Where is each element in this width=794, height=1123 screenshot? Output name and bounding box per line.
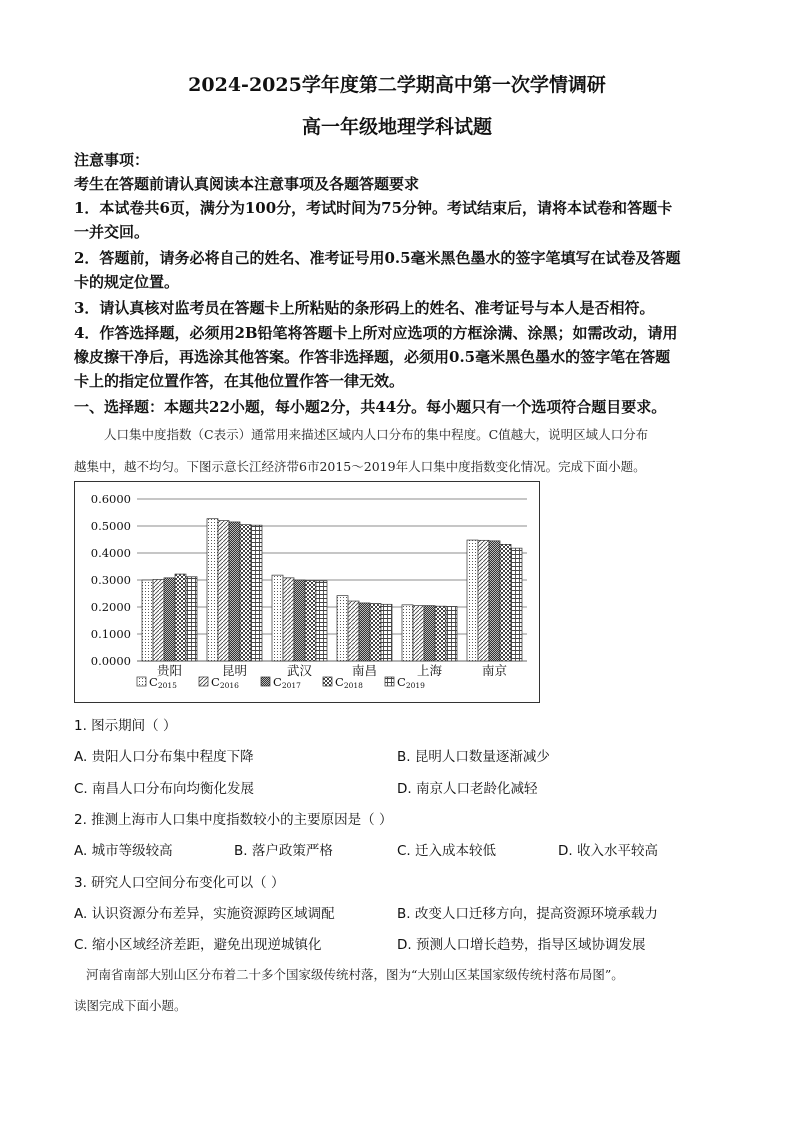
bar-C2018-南京 bbox=[500, 544, 511, 661]
question-3-option-b: B. 改变人口迁移方向，提高资源环境承载力 bbox=[397, 906, 658, 922]
bar-C2015-南京 bbox=[467, 540, 478, 661]
bar-C2019-上海 bbox=[446, 606, 457, 661]
bar-C2018-上海 bbox=[435, 606, 446, 661]
y-tick-label: 0.0000 bbox=[90, 654, 131, 668]
bar-C2016-昆明 bbox=[218, 521, 229, 661]
notice-item-1: 1．本试卷共6页，满分为100分，考试时间为75分钟。考试结束后，请将本试卷和答题卡 bbox=[74, 199, 673, 217]
bar-C2015-上海 bbox=[402, 605, 413, 661]
notice-item-1-cont: 一并交回。 bbox=[74, 223, 150, 241]
legend-swatch-C2017 bbox=[261, 677, 270, 686]
legend-label-C2016: C2016 bbox=[211, 675, 239, 690]
question-3-stem: 3. 研究人口空间分布变化可以（ ） bbox=[74, 875, 285, 891]
bar-C2016-贵阳 bbox=[153, 579, 164, 661]
question-2-option-a: A. 城市等级较高 bbox=[74, 843, 173, 859]
bar-C2019-南京 bbox=[511, 548, 522, 661]
bar-C2015-武汉 bbox=[272, 575, 283, 661]
question-3-option-c: C. 缩小区域经济差距，避免出现逆城镇化 bbox=[74, 937, 322, 953]
bar-C2016-南京 bbox=[478, 540, 489, 661]
bar-C2016-南昌 bbox=[348, 601, 359, 661]
bar-C2018-昆明 bbox=[240, 525, 251, 661]
bar-C2017-贵阳 bbox=[164, 578, 175, 661]
bar-C2016-上海 bbox=[413, 606, 424, 661]
exam-subtitle: 高一年级地理学科试题 bbox=[301, 116, 492, 138]
legend-label-C2017: C2017 bbox=[273, 675, 301, 690]
x-category-label: 贵阳 bbox=[156, 663, 183, 678]
notice-item-4-cont1: 橡皮擦干净后，再选涂其他答案。作答非选择题，必须用0.5毫米黑色墨水的签字笔在答题 bbox=[74, 348, 671, 366]
legend-swatch-C2015 bbox=[137, 677, 146, 686]
y-tick-label: 0.4000 bbox=[90, 546, 131, 560]
bar-C2018-武汉 bbox=[305, 581, 316, 661]
notice-item-4-cont2: 卡上的指定位置作答，在其他位置作答一律无效。 bbox=[74, 372, 405, 390]
question-2-option-c: C. 迁入成本较低 bbox=[397, 843, 497, 859]
bar-C2016-武汉 bbox=[283, 578, 294, 661]
bar-C2019-南昌 bbox=[381, 604, 392, 661]
bar-C2017-武汉 bbox=[294, 580, 305, 661]
x-category-label: 昆明 bbox=[221, 663, 248, 678]
question-2-option-d: D. 收入水平较高 bbox=[558, 843, 658, 859]
bar-C2019-昆明 bbox=[251, 525, 262, 661]
question-1-stem: 1. 图示期间（ ） bbox=[74, 718, 177, 734]
legend-swatch-C2018 bbox=[323, 677, 332, 686]
section-heading: 一、选择题：本题共22小题，每小题2分，共44分。每小题只有一个选项符合题目要求。 bbox=[74, 398, 667, 416]
bar-C2017-上海 bbox=[424, 606, 435, 661]
y-tick-label: 0.6000 bbox=[90, 492, 131, 506]
bar-C2015-贵阳 bbox=[142, 580, 153, 661]
bar-C2017-南京 bbox=[489, 541, 500, 661]
question-1-option-a: A. 贵阳人口分布集中程度下降 bbox=[74, 749, 254, 765]
question-3-option-a: A. 认识资源分布差异，实施资源跨区域调配 bbox=[74, 906, 335, 922]
notice-heading: 注意事项： bbox=[74, 151, 150, 169]
exam-title: 2024-2025学年度第二学期高中第一次学情调研 bbox=[188, 74, 606, 96]
chart-frame bbox=[74, 481, 540, 703]
x-category-label: 武汉 bbox=[286, 663, 313, 678]
notice-item-3: 3．请认真核对监考员在答题卡上所粘贴的条形码上的姓名、准考证号与本人是否相符。 bbox=[74, 299, 655, 317]
passage-2-line-2: 读图完成下面小题。 bbox=[74, 998, 187, 1013]
bar-C2018-贵阳 bbox=[175, 574, 186, 661]
bar-C2018-南昌 bbox=[370, 603, 381, 661]
y-tick-label: 0.5000 bbox=[90, 519, 131, 533]
passage-line-1: 人口集中度指数（C表示）通常用来描述区域内人口分布的集中程度。C值越大，说明区域人口分布 bbox=[104, 427, 649, 442]
y-tick-label: 0.3000 bbox=[90, 573, 131, 587]
question-2-stem: 2. 推测上海市人口集中度指数较小的主要原因是（ ） bbox=[74, 812, 393, 828]
question-1-option-b: B. 昆明人口数量逐渐减少 bbox=[397, 749, 550, 765]
notice-item-4: 4．作答选择题，必须用2B铅笔将答题卡上所对应选项的方框涂满、涂黑；如需改动，请用 bbox=[74, 324, 678, 342]
y-tick-label: 0.1000 bbox=[90, 627, 131, 641]
notice-intro: 考生在答题前请认真阅读本注意事项及各题答题要求 bbox=[74, 175, 420, 193]
bar-C2015-南昌 bbox=[337, 596, 348, 661]
bar-C2015-昆明 bbox=[207, 519, 218, 661]
x-category-label: 南昌 bbox=[351, 663, 378, 678]
legend-label-C2019: C2019 bbox=[397, 675, 425, 690]
bar-C2017-昆明 bbox=[229, 522, 240, 661]
notice-item-2: 2．答题前，请务必将自己的姓名、准考证号用0.5毫米黑色墨水的签字笔填写在试卷及答题 bbox=[74, 249, 681, 267]
notice-item-2-cont: 卡的规定位置。 bbox=[74, 273, 180, 291]
legend-swatch-C2016 bbox=[199, 677, 208, 686]
question-1-option-c: C. 南昌人口分布向均衡化发展 bbox=[74, 781, 255, 797]
bar-C2019-贵阳 bbox=[186, 577, 197, 661]
legend-swatch-C2019 bbox=[385, 677, 394, 686]
bar-C2019-武汉 bbox=[316, 581, 327, 661]
legend-label-C2015: C2015 bbox=[149, 675, 177, 690]
bar-chart bbox=[75, 482, 539, 702]
bar-C2017-南昌 bbox=[359, 603, 370, 661]
legend-label-C2018: C2018 bbox=[335, 675, 363, 690]
y-tick-label: 0.2000 bbox=[90, 600, 131, 614]
x-category-label: 上海 bbox=[416, 663, 443, 678]
question-1-option-d: D. 南京人口老龄化减轻 bbox=[397, 781, 538, 797]
passage-2-line-1: 河南省南部大别山区分布着二十多个国家级传统村落，图为“大别山区某国家级传统村落布局图”。 bbox=[86, 967, 624, 982]
question-2-option-b: B. 落户政策严格 bbox=[234, 843, 333, 859]
passage-line-2: 越集中，越不均匀。下图示意长江经济带6市2015～2019年人口集中度指数变化情况。完成下面小题。 bbox=[74, 459, 646, 474]
x-category-label: 南京 bbox=[481, 663, 508, 678]
question-3-option-d: D. 预测人口增长趋势，指导区域协调发展 bbox=[397, 937, 646, 953]
